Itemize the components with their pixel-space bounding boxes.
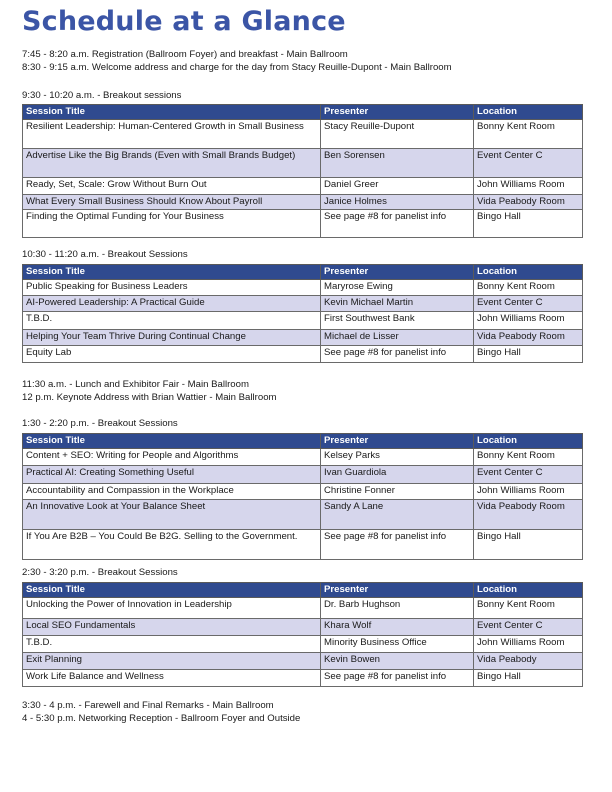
location-cell: Vida Peabody Room	[474, 500, 583, 530]
presenter-cell: Dr. Barb Hughson	[321, 598, 474, 619]
session-title-cell: Accountability and Compassion in the Workplace	[23, 484, 321, 500]
table-row	[23, 500, 583, 530]
session-title-cell: Unlocking the Power of Innovation in Leadership	[23, 598, 321, 619]
session-title-cell: Resilient Leadership: Human-Centered Growth in Small Business	[23, 120, 321, 149]
presenter-cell: Christine Fonner	[321, 484, 474, 500]
table-row	[23, 636, 583, 653]
block-heading: 2:30 - 3:20 p.m. - Breakout Sessions	[22, 567, 178, 578]
table-row	[23, 178, 583, 195]
presenter-cell: See page #8 for panelist info	[321, 346, 474, 363]
location-header: Location	[474, 265, 583, 280]
session-title-cell: Finding the Optimal Funding for Your Business	[23, 210, 321, 238]
presenter-cell: Michael de Lisser	[321, 330, 474, 346]
location-header: Location	[474, 105, 583, 120]
presenter-cell: Janice Holmes	[321, 195, 474, 210]
table-row	[23, 149, 583, 178]
presenter-cell: Kevin Michael Martin	[321, 296, 474, 312]
presenter-cell: First Southwest Bank	[321, 312, 474, 330]
session-title-cell: Public Speaking for Business Leaders	[23, 280, 321, 296]
table-row	[23, 312, 583, 330]
session-title-cell: Practical AI: Creating Something Useful	[23, 466, 321, 484]
location-cell: Event Center C	[474, 296, 583, 312]
session-title-cell: Advertise Like the Big Brands (Even with Small Brands Budget)	[23, 149, 321, 178]
table-row	[23, 296, 583, 312]
session-table	[22, 582, 583, 687]
presenter-cell: See page #8 for panelist info	[321, 530, 474, 560]
table-header-row	[23, 105, 583, 120]
session-title-cell: Work Life Balance and Wellness	[23, 670, 321, 687]
networking-line: 4 - 5:30 p.m. Networking Reception - Ballroom Foyer and Outside	[22, 713, 301, 724]
presenter-cell: Minority Business Office	[321, 636, 474, 653]
session-title-cell: Equity Lab	[23, 346, 321, 363]
session-table	[22, 264, 583, 363]
table-row	[23, 670, 583, 687]
presenter-cell: Kevin Bowen	[321, 653, 474, 670]
session-title-cell: An Innovative Look at Your Balance Sheet	[23, 500, 321, 530]
session-title-header: Session Title	[23, 105, 321, 120]
table-row	[23, 330, 583, 346]
presenter-cell: Ben Sorensen	[321, 149, 474, 178]
presenter-cell: Ivan Guardiola	[321, 466, 474, 484]
session-table	[22, 104, 583, 238]
block-heading: 1:30 - 2:20 p.m. - Breakout Sessions	[22, 418, 178, 429]
registration-line: 7:45 - 8:20 a.m. Registration (Ballroom Foyer) and breakfast - Main Ballroom	[22, 49, 348, 60]
table-row	[23, 120, 583, 149]
session-title-cell: Content + SEO: Writing for People and Algorithms	[23, 449, 321, 466]
location-cell: John Williams Room	[474, 636, 583, 653]
session-table	[22, 433, 583, 560]
session-title-header: Session Title	[23, 265, 321, 280]
block-heading: 10:30 - 11:20 a.m. - Breakout Sessions	[22, 249, 188, 260]
session-title-cell: Helping Your Team Thrive During Continual Change	[23, 330, 321, 346]
location-cell: Bonny Kent Room	[474, 120, 583, 149]
table-row	[23, 210, 583, 238]
presenter-cell: Daniel Greer	[321, 178, 474, 195]
session-title-cell: Ready, Set, Scale: Grow Without Burn Out	[23, 178, 321, 195]
table-header-row	[23, 265, 583, 280]
location-cell: John Williams Room	[474, 484, 583, 500]
session-title-cell: Local SEO Fundamentals	[23, 619, 321, 636]
location-cell: Bingo Hall	[474, 210, 583, 238]
session-title-cell: Exit Planning	[23, 653, 321, 670]
presenter-cell: Khara Wolf	[321, 619, 474, 636]
location-cell: Bingo Hall	[474, 530, 583, 560]
welcome-line: 8:30 - 9:15 a.m. Welcome address and charge for the day from Stacy Reuille-Dupont - Main Ballroom	[22, 62, 452, 73]
page-title: Schedule at a Glance	[22, 6, 346, 37]
session-title-cell: AI-Powered Leadership: A Practical Guide	[23, 296, 321, 312]
table-row	[23, 484, 583, 500]
table-header-row	[23, 434, 583, 449]
location-cell: Vida Peabody Room	[474, 195, 583, 210]
session-title-cell: What Every Small Business Should Know About Payroll	[23, 195, 321, 210]
presenter-header: Presenter	[321, 265, 474, 280]
table-row	[23, 598, 583, 619]
session-title-cell: T.B.D.	[23, 312, 321, 330]
keynote-line: 12 p.m. Keynote Address with Brian Wattier - Main Ballroom	[22, 392, 277, 403]
table-row	[23, 619, 583, 636]
location-cell: John Williams Room	[474, 312, 583, 330]
table-row	[23, 195, 583, 210]
location-header: Location	[474, 583, 583, 598]
presenter-cell: Sandy A Lane	[321, 500, 474, 530]
table-row	[23, 346, 583, 363]
table-row	[23, 530, 583, 560]
presenter-cell: Maryrose Ewing	[321, 280, 474, 296]
location-cell: Bonny Kent Room	[474, 449, 583, 466]
presenter-header: Presenter	[321, 583, 474, 598]
presenter-cell: See page #8 for panelist info	[321, 210, 474, 238]
session-title-header: Session Title	[23, 434, 321, 449]
lunch-line: 11:30 a.m. - Lunch and Exhibitor Fair - Main Ballroom	[22, 379, 249, 390]
farewell-line: 3:30 - 4 p.m. - Farewell and Final Remarks - Main Ballroom	[22, 700, 274, 711]
session-title-cell: T.B.D.	[23, 636, 321, 653]
location-cell: Vida Peabody	[474, 653, 583, 670]
location-cell: Vida Peabody Room	[474, 330, 583, 346]
location-cell: John Williams Room	[474, 178, 583, 195]
location-cell: Bingo Hall	[474, 670, 583, 687]
table-row	[23, 280, 583, 296]
presenter-cell: See page #8 for panelist info	[321, 670, 474, 687]
location-cell: Event Center C	[474, 619, 583, 636]
table-row	[23, 466, 583, 484]
presenter-header: Presenter	[321, 105, 474, 120]
location-cell: Bonny Kent Room	[474, 280, 583, 296]
location-cell: Event Center C	[474, 149, 583, 178]
session-title-cell: If You Are B2B – You Could Be B2G. Selling to the Government.	[23, 530, 321, 560]
location-cell: Event Center C	[474, 466, 583, 484]
session-title-header: Session Title	[23, 583, 321, 598]
location-cell: Bonny Kent Room	[474, 598, 583, 619]
table-row	[23, 449, 583, 466]
table-row	[23, 653, 583, 670]
presenter-cell: Stacy Reuille-Dupont	[321, 120, 474, 149]
block-heading: 9:30 - 10:20 a.m. - Breakout sessions	[22, 90, 182, 101]
presenter-header: Presenter	[321, 434, 474, 449]
table-header-row	[23, 583, 583, 598]
location-cell: Bingo Hall	[474, 346, 583, 363]
location-header: Location	[474, 434, 583, 449]
presenter-cell: Kelsey Parks	[321, 449, 474, 466]
